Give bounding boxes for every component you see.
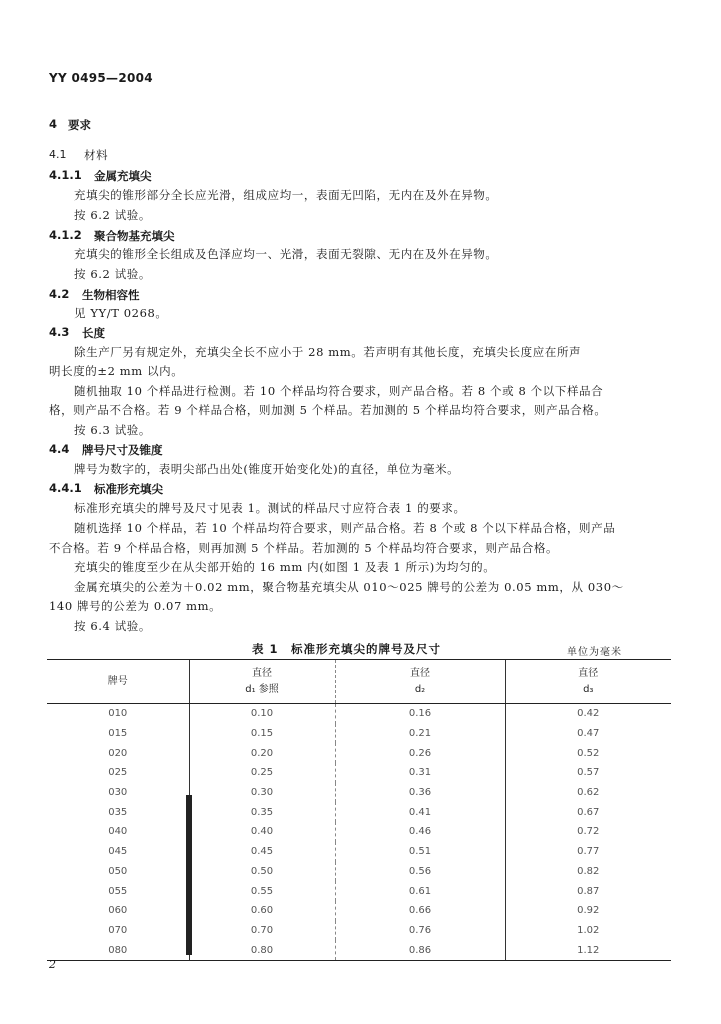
cell-d1: 0.55 [189,881,335,901]
standard-code: YY 0495—2004 [49,71,153,85]
cell-d3: 0.92 [577,905,600,917]
page-number: 2 [49,958,56,971]
table-unit-note: 单位为毫米 [567,647,622,658]
cell-d2: 0.31 [335,763,505,783]
section-4-3-para2-line2: 格，则产品不合格。若 9 个样品合格，则加测 5 个样品。若加测的 5 个样品均符合要求，则产品合格。 [49,403,607,417]
cell-d1: 0.25 [189,763,335,783]
section-4-4-1-para2-line2: 不合格。若 9 个样品合格，则再加测 5 个样品。若加测的 5 个样品均符合要求，则产品合格。 [49,541,559,555]
cell-d1: 0.60 [189,901,335,921]
cell-grade: 045 [47,842,189,862]
cell-d2: 0.21 [335,724,505,744]
table-row [47,921,671,941]
section-4-2-text: 见 YY/T 0268。 [74,306,168,320]
cell-d3: 1.12 [505,940,671,960]
cell-grade: 070 [47,921,189,941]
cell-grade: 020 [47,743,189,763]
cell-d3: 0.57 [577,767,600,779]
section-4-4-1-para3: 充填尖的锥度至少在从尖部开始的 16 mm 内(如图 1 及表 1 所示)为均匀的。 [74,560,496,574]
section-4-1-2-test: 按 6.2 试验。 [74,267,151,281]
table-row [47,842,671,862]
table-row [47,802,671,822]
section-4-3-number: 4.3 [49,325,70,339]
cell-d2: 0.51 [335,842,505,862]
section-4-3-title: 长度 [82,326,105,340]
cell-d1: 0.40 [189,822,335,842]
section-4-number: 4 [49,117,58,131]
section-4-4-1-para4-line2: 140 牌号的公差为 0.07 mm。 [49,599,222,613]
cell-d3: 0.87 [577,885,600,897]
section-4-1-title: 材料 [84,148,109,162]
cell-grade: 025 [47,763,189,783]
cell-d2: 0.61 [335,881,505,901]
section-4-4-1-para1: 标准形充填尖的牌号及尺寸见表 1。测试的样品尺寸应符合表 1 的要求。 [74,501,466,515]
cell-d1: 0.35 [189,802,335,822]
cell-d3: 0.47 [577,728,600,740]
table-row [47,881,671,901]
cell-d3: 0.72 [577,826,600,838]
section-4-4-1-para2-line1: 随机选择 10 个样品，若 10 个样品均符合要求，则产品合格。若 8 个或 8 个以下样品合格，则产品 [74,521,616,535]
cell-d3: 0.52 [577,747,600,759]
cell-d1: 0.45 [189,842,335,862]
section-4-4-text: 牌号为数字的，表明尖部凸出处(锥度开始变化处)的直径，单位为毫米。 [74,462,460,476]
cell-d1: 0.15 [189,724,335,744]
header-diameter-d1: 直径 d₁ 参照 [189,660,335,704]
section-4-4-1-para4-line1: 金属充填尖的公差为＋0.02 mm，聚合物基充填尖从 010～025 牌号的公差为 0.05 mm，从 030～ [74,580,624,594]
cell-grade: 055 [47,881,189,901]
section-4-1-number: 4.1 [49,148,67,161]
cell-d1: 0.20 [189,743,335,763]
section-4-3-test: 按 6.3 试验。 [74,423,151,437]
cell-grade: 010 [47,704,189,724]
cell-d1: 0.70 [189,921,335,941]
section-4-1-1-text: 充填尖的锥形部分全长应光滑，组成应均一，表面无凹陷，无内在及外在异物。 [74,188,498,202]
section-4-3-para2-line1: 随机抽取 10 个样品进行检测。若 10 个样品均符合要求，则产品合格。若 8 个或 8 个以下样品合 [74,384,604,398]
cell-d1: 0.30 [189,783,335,803]
header-diameter-d3: 直径 d₃ [505,660,671,704]
section-4-1-2-number: 4.1.2 [49,228,82,242]
section-4-3-para1-line2: 明长度的±2 mm 以内。 [49,364,184,378]
section-4-1-2-title: 聚合物基充填尖 [94,229,175,243]
section-4-4-title: 牌号尺寸及锥度 [82,443,163,457]
section-4-4-1-test: 按 6.4 试验。 [74,619,151,633]
scan-artifact-bar [186,795,192,955]
section-4-4-1-title: 标准形充填尖 [94,482,163,496]
cell-d2: 0.86 [335,940,505,960]
table-row [47,704,671,724]
table-row [47,783,671,803]
header-diameter-d2: 直径 d₂ [335,660,505,704]
section-4-1-1-number: 4.1.1 [49,168,82,182]
cell-d3: 1.02 [577,924,600,936]
section-4-4-number: 4.4 [49,442,70,456]
cell-d2: 0.41 [335,802,505,822]
section-4-1-2-text: 充填尖的锥形全长组成及色泽应均一、光滑，表面无裂隙、无内在及外在异物。 [74,247,498,261]
cell-d2: 0.46 [335,822,505,842]
cell-d2: 0.56 [335,862,505,882]
table-row [47,822,671,842]
section-4-3-para1-line1: 除生产厂另有规定外，充填尖全长不应小于 28 mm。若声明有其他长度，充填尖长度应在所声 [74,345,582,359]
cell-grade: 035 [47,802,189,822]
section-4-1-1-test: 按 6.2 试验。 [74,208,151,222]
section-4-2-number: 4.2 [49,287,70,301]
cell-grade: 040 [47,822,189,842]
table-row [47,743,671,763]
cell-d1: 0.50 [189,862,335,882]
cell-grade: 050 [47,862,189,882]
cell-d2: 0.76 [335,921,505,941]
table-row [47,862,671,882]
table-caption: 表 1 标准形充填尖的牌号及尺寸 [252,642,442,656]
cell-d2: 0.66 [335,901,505,921]
cell-d3: 0.77 [577,846,600,858]
cell-grade: 030 [47,783,189,803]
cell-d1: 0.10 [189,704,335,724]
table-row [47,940,671,960]
cell-d1: 0.80 [189,940,335,960]
cell-d3: 0.67 [577,806,600,818]
cell-d3: 0.82 [577,865,600,877]
cell-grade: 015 [47,724,189,744]
section-4-2-title: 生物相容性 [82,288,140,302]
cell-d2: 0.26 [335,743,505,763]
cell-grade: 060 [47,901,189,921]
section-4-title: 要求 [68,118,91,132]
section-4-1-1-title: 金属充填尖 [94,169,152,183]
table-row [47,901,671,921]
cell-d3: 0.62 [577,787,600,799]
table-header-row [47,660,671,704]
section-4-4-1-number: 4.4.1 [49,481,82,495]
cell-d3: 0.42 [577,708,600,720]
cell-d2: 0.16 [335,704,505,724]
table-row [47,763,671,783]
header-grade: 牌号 [47,660,189,704]
cell-d2: 0.36 [335,783,505,803]
cell-grade: 080 [47,940,189,960]
table-row [47,724,671,744]
size-table [47,660,671,961]
